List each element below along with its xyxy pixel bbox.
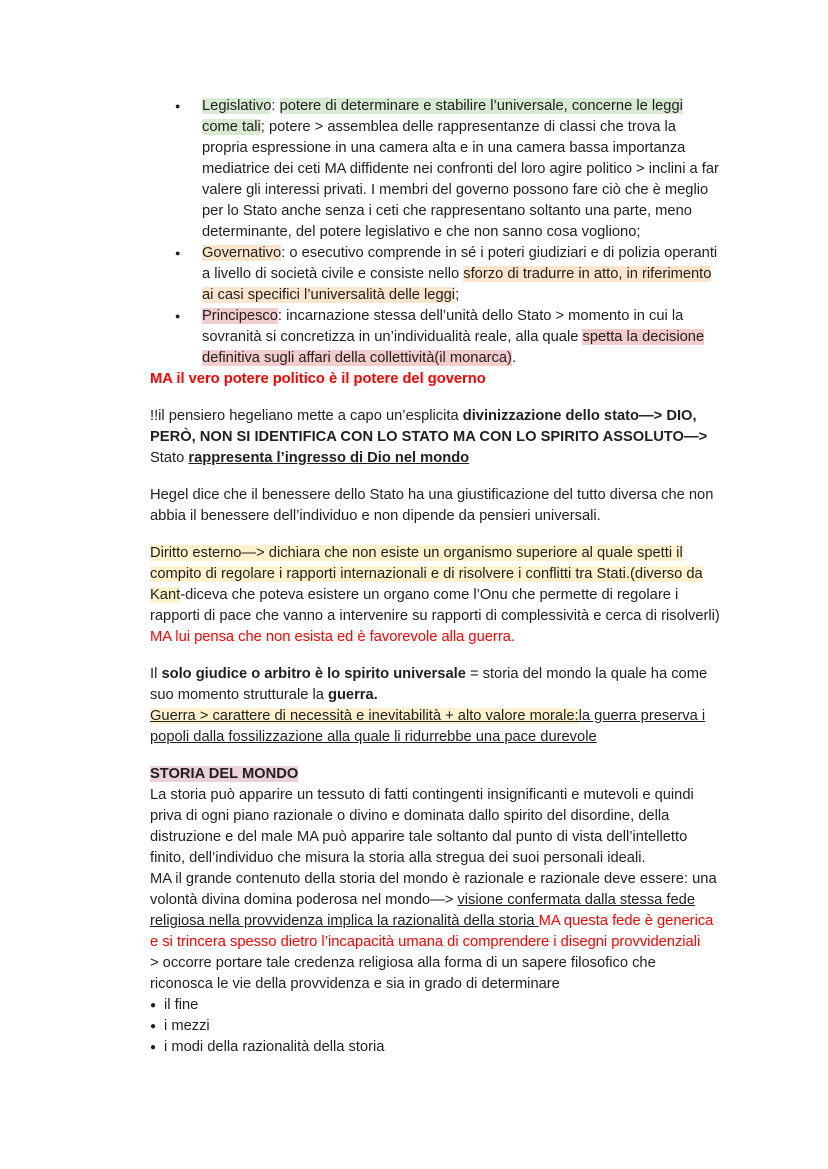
text-run: Hegel dice che il benessere dello Stato ha una giustificazione del tutto diversa che non abbia il benessere dell’individuo e non dipende da pensieri universali. bbox=[150, 487, 714, 524]
text-run: rappresenta l’ingresso di Dio nel mondo bbox=[188, 450, 470, 466]
text-run: !!il pensiero hegeliano mette a capo un’esplicita bbox=[150, 408, 463, 424]
giudice-paragraph bbox=[150, 664, 720, 706]
text-run: divinizzazione dello stato—> DIO, PERÒ, NON SI IDENTIFICA CON LO STATO MA CON LO SPIRITO ASSOLUTO—> bbox=[150, 408, 708, 445]
bullet-icon: ● bbox=[150, 1042, 157, 1053]
guerra-paragraph bbox=[150, 706, 720, 748]
spacer bbox=[150, 748, 720, 764]
text-run: MA lui pensa che non esista ed è favorevole alla guerra. bbox=[150, 629, 515, 645]
text-run: MA il vero potere politico è il potere del governo bbox=[150, 371, 486, 387]
occorre-paragraph bbox=[150, 953, 720, 995]
text-run: = storia del mondo la quale ha come suo momento strutturale la bbox=[150, 666, 708, 703]
text-run: visione confermata dalla stessa fede religiosa nella provvidenza implica la razionalità della storia bbox=[150, 892, 696, 929]
text-run: : bbox=[271, 98, 280, 114]
text-run: solo giudice o arbitro è lo spirito universale bbox=[161, 666, 466, 682]
spacer bbox=[150, 527, 720, 543]
text-run: ; bbox=[455, 287, 460, 303]
text-run: Diritto esterno—> dichiara che non esiste un organismo superiore al quale spetti il compito di regolare i rapporti internazionali e di risolvere i conflitti tra Stati.(diverso da Kant bbox=[150, 545, 703, 603]
diritto-esterno-paragraph bbox=[150, 543, 720, 648]
bullet-item bbox=[150, 243, 720, 306]
text-run: La storia può apparire un tessuto di fatti contingenti insignificanti e mutevoli e quindi priva di ogni piano razionale o divino e dominata dallo spirito del disordine, della distruzione e del male MA può apparire tale soltanto dal punto di vista dell’intelletto finito, dell’individuo che misura la storia alla stregua dei suoi personali ideali. bbox=[150, 787, 694, 866]
flush-bullet-item bbox=[150, 1037, 720, 1058]
contenuto-paragraph bbox=[150, 869, 720, 953]
bullet-icon: ● bbox=[175, 101, 181, 111]
text-run: il fine bbox=[164, 997, 199, 1013]
text-run: MA questa fede è generica e si trincera spesso dietro l’incapacità umana di comprendere i disegni provvidenziali bbox=[150, 913, 714, 950]
text-run: STORIA DEL MONDO bbox=[150, 766, 299, 782]
text-run: Guerra > carattere di necessità e inevitabilità + alto valore morale: bbox=[150, 708, 579, 724]
text-run: la guerra preserva i popoli dalla fossilizzazione alla quale li ridurrebbe una pace durevole bbox=[150, 708, 706, 745]
bullet-icon: ● bbox=[150, 1021, 157, 1032]
text-run: i modi della razionalità della storia bbox=[164, 1039, 385, 1055]
flush-bullet-item bbox=[150, 995, 720, 1016]
section-heading bbox=[150, 764, 720, 785]
text-run: . bbox=[511, 350, 517, 366]
determinare-list bbox=[150, 995, 720, 1058]
text-run: Legislativo bbox=[202, 98, 272, 114]
bullet-icon: ● bbox=[175, 248, 181, 258]
powers-list bbox=[150, 96, 720, 369]
bullet-icon: ● bbox=[175, 311, 181, 321]
text-run: sforzo di tradurre in atto, in riferimento ai casi specifici l’universalità delle leggi bbox=[202, 266, 712, 303]
red-statement bbox=[150, 369, 720, 390]
document-content bbox=[150, 96, 720, 1058]
text-run: i mezzi bbox=[164, 1018, 210, 1034]
bullet-item bbox=[150, 96, 720, 243]
text-run: MA il grande contenuto della storia del mondo è razionale e razionale deve essere: una volontà divina domina poderosa nel mondo—> bbox=[150, 871, 717, 908]
text-run: guerra. bbox=[327, 687, 378, 703]
text-run: Stato bbox=[150, 450, 189, 466]
bullet-item bbox=[150, 306, 720, 369]
divinizzazione-paragraph bbox=[150, 406, 720, 469]
text-run: spetta la decisione definitiva sugli affari della collettività(il monarca) bbox=[202, 329, 705, 366]
storia-paragraph bbox=[150, 785, 720, 869]
text-run: > occorre portare tale credenza religiosa alla forma di un sapere filosofico che riconosca le vie della provvidenza e sia in grado di determinare bbox=[150, 955, 656, 992]
text-run: Principesco bbox=[202, 308, 278, 324]
text-run: : o esecutivo comprende in sé i poteri giudiziari e di polizia operanti a livello di società civile e consiste nello bbox=[202, 245, 718, 282]
text-run: Governativo bbox=[202, 245, 282, 261]
text-run: : incarnazione stessa dell’unità dello Stato > momento in cui la sovranità si concretizza in un’individualità reale, alla quale bbox=[202, 308, 684, 345]
bullet-icon: ● bbox=[150, 1000, 157, 1011]
spacer bbox=[150, 648, 720, 664]
text-run: potere di determinare e stabilire l’universale, concerne le leggi come tali bbox=[202, 98, 683, 135]
text-run: Il bbox=[150, 666, 162, 682]
flush-bullet-item bbox=[150, 1016, 720, 1037]
spacer bbox=[150, 469, 720, 485]
benessere-paragraph bbox=[150, 485, 720, 527]
text-run: ; potere > assemblea delle rappresentanze di classi che trova la propria espressione in una camera alta e in una camera bassa importanza mediatrice dei ceti MA diffidente nei confronti del loro agire politico > inclini a far valere gli interessi privati. I membri del governo possono fare ciò che è meglio per lo Stato anche senza i ceti che rappresentano soltanto una parte, meno determinante, del potere legislativo e che non sanno cosa vogliono; bbox=[202, 119, 719, 240]
text-run: -diceva che poteva esistere un organo come l’Onu che permette di regolare i rapporti di pace che vanno a intervenire su rapporti di complessività e cerca di risolverli) bbox=[150, 587, 720, 624]
spacer bbox=[150, 390, 720, 406]
